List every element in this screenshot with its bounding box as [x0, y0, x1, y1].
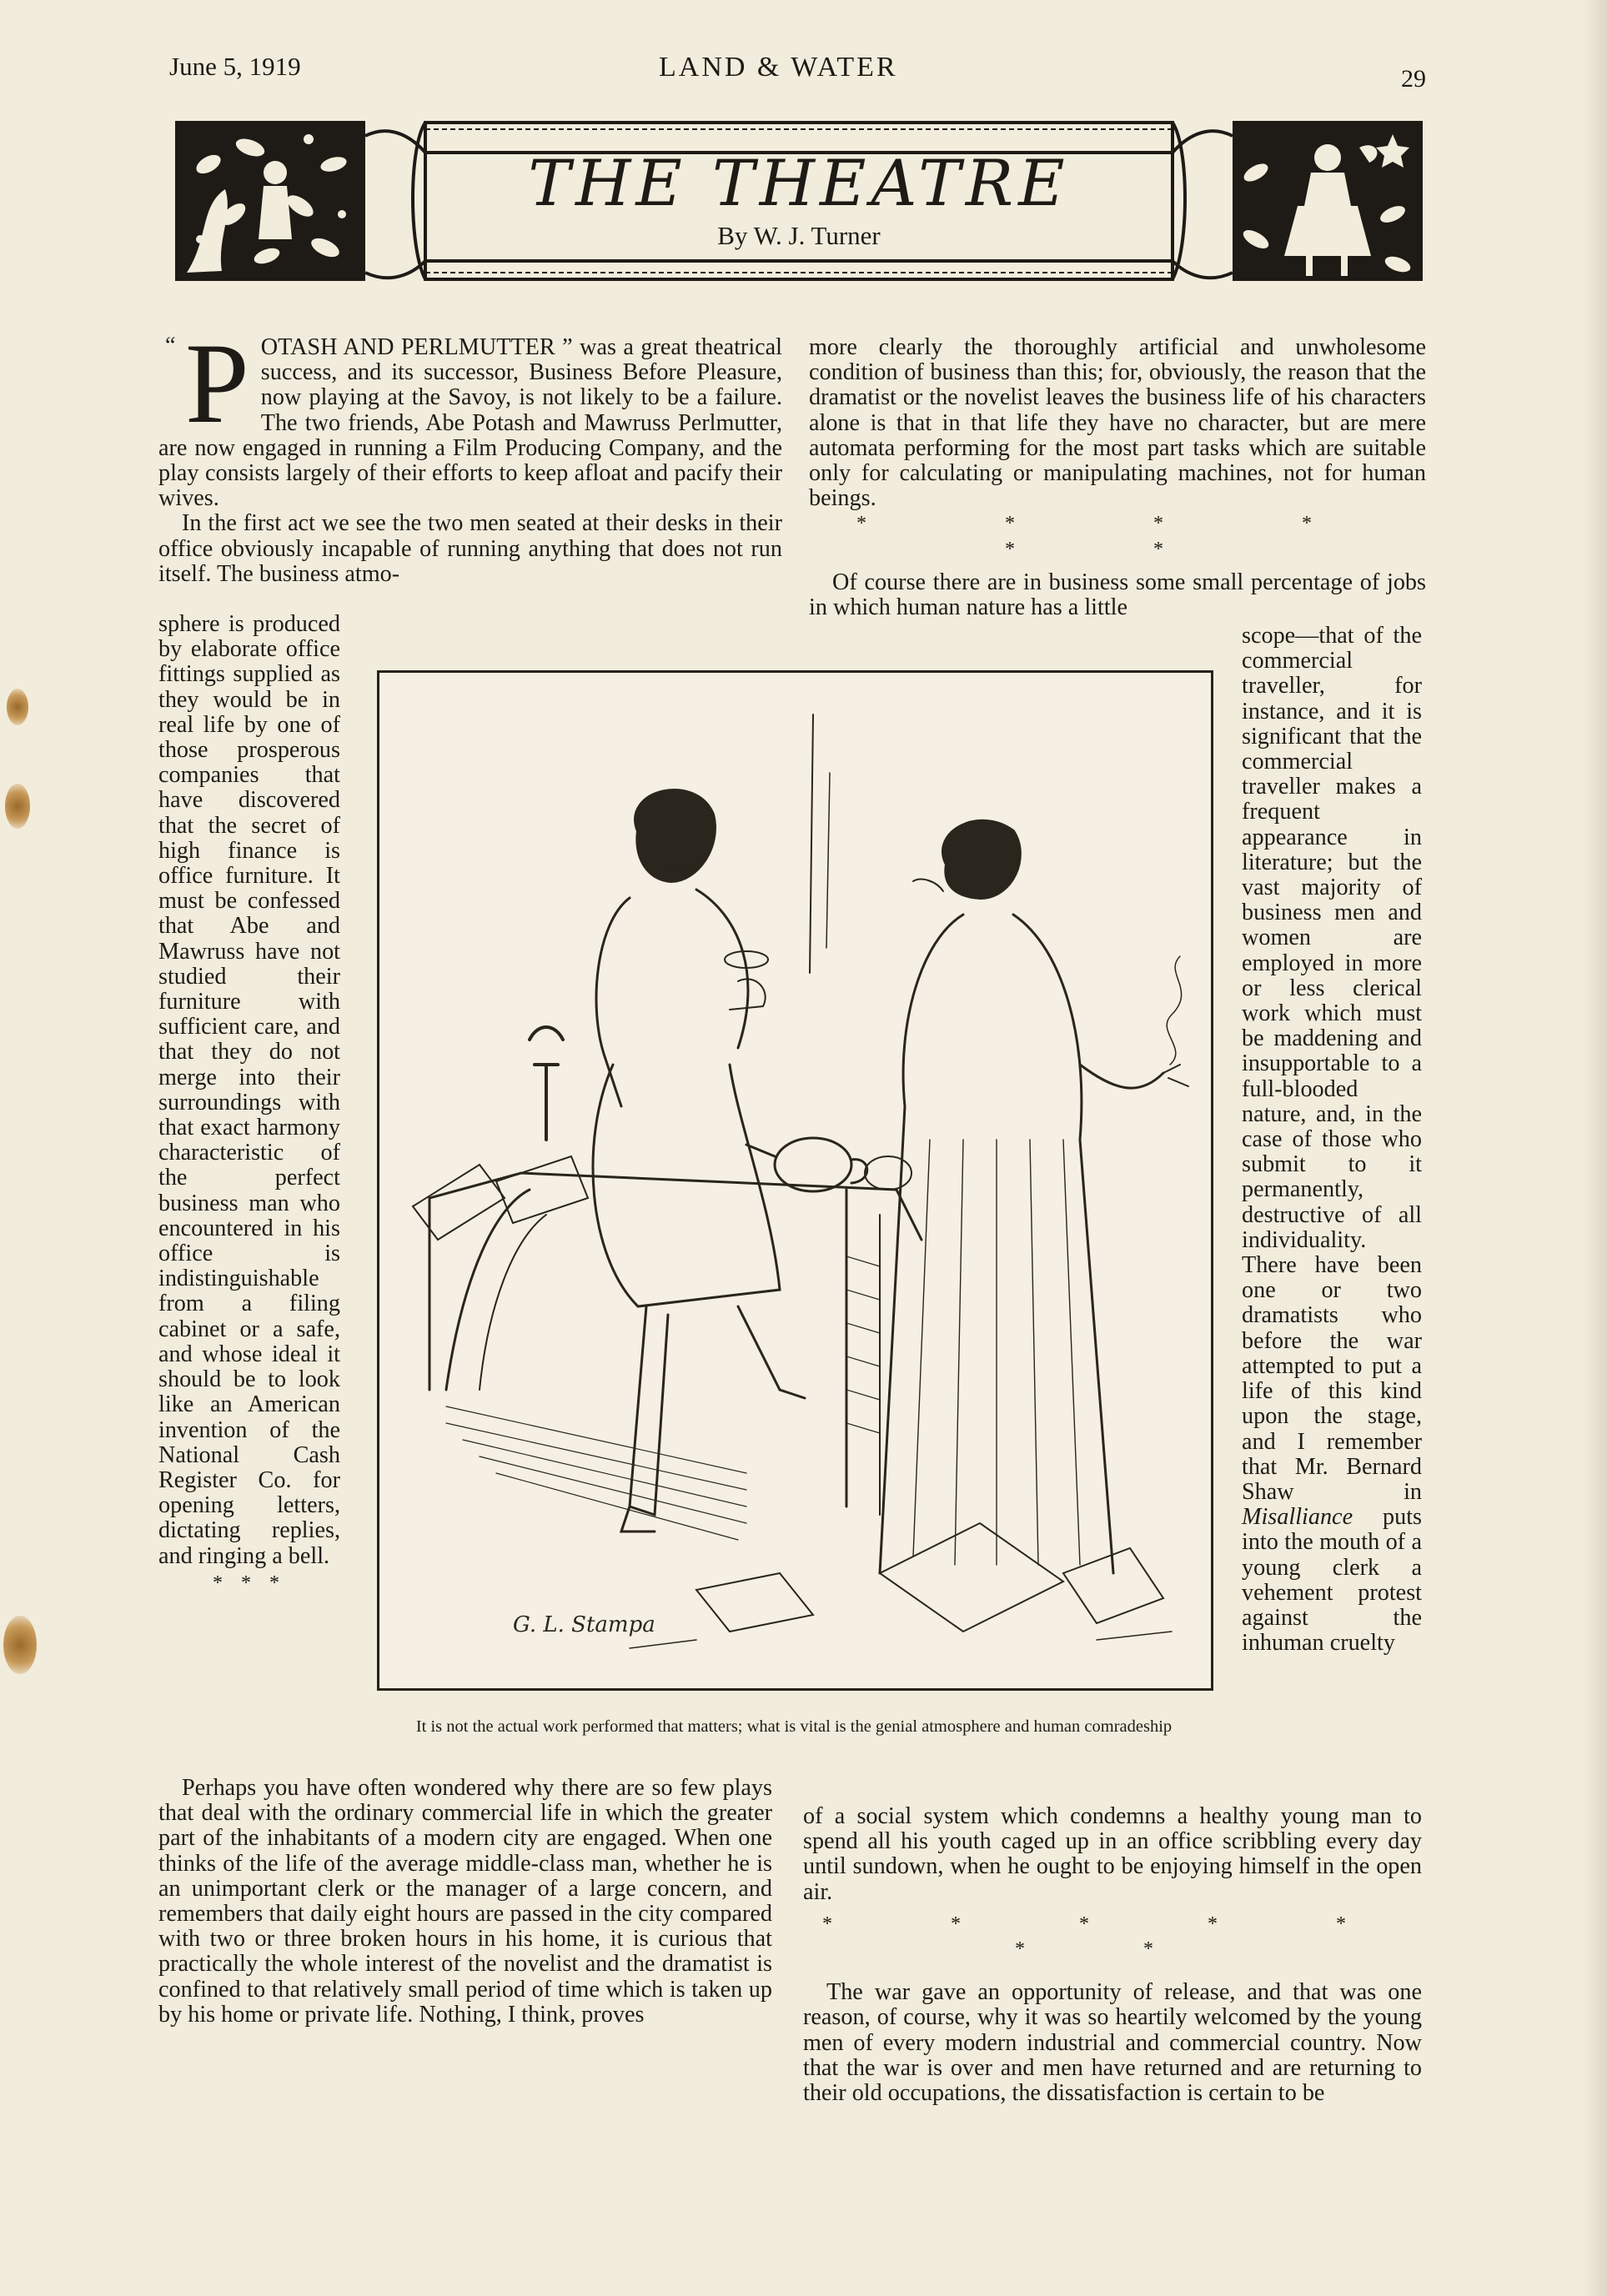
page-number: 29 — [1401, 65, 1426, 93]
paragraph-4-narrow-end: puts into the mouth of a young clerk a vehement protest against the inhuman cruelty — [1242, 1504, 1422, 1657]
open-quote: “ — [165, 333, 176, 358]
section-banner — [175, 114, 1423, 288]
artist-signature: G. L. Stampa — [513, 1612, 655, 1637]
paragraph-3: Perhaps you have often wondered why there are so few plays that deal with the ordinary commercial life in which the greater part of the inhabitants of a modern city are engaged. When one thinks of the life of the average middle-class man, whether he is an unimportant clerk or the manager of a large concern, and remembers that daily eight hours are passed in the city compared with two or three broken hours in his home, it is curious that practically the whole interest of the novelist and the dramatist is confined to that relatively small period of time which is taken up by his home or private life. Nothing, I think, proves — [158, 1775, 772, 2028]
column-2-narrow — [1242, 624, 1422, 1656]
paragraph-3-continued: more clearly the thoroughly artificial and unwholesome condition of business than this; for, obviously, the reason that the dramatist or the novelist leaves the business life of his characters alone is that in that life they have no character, but are mere automata performing for the most part tasks which are suitable only for calculating or manipulating machines, not for human beings. — [809, 334, 1426, 512]
drop-cap: P — [185, 319, 249, 447]
column-1-narrow — [158, 612, 340, 1596]
paper-stain — [5, 784, 30, 829]
issue-date: June 5, 1919 — [169, 52, 301, 81]
play-title: Misalliance — [1242, 1504, 1353, 1531]
illustration — [377, 670, 1213, 1691]
paper-stain — [3, 1616, 37, 1674]
lead-paragraph — [158, 319, 782, 587]
byline: By W. J. Turner — [717, 221, 881, 250]
section-divider: * * * * * * — [856, 513, 1379, 560]
paper-stain — [7, 689, 28, 725]
column-2-top — [809, 335, 1426, 620]
paragraph-4-bottom: of a social system which condemns a healthy young man to spend all his youth caged up in an office scribbling every day until sundown, when he ought to be enjoying himself in the open air. — [803, 1803, 1422, 1905]
section-divider: * * * — [213, 1572, 286, 1594]
paragraph-4-wide: Of course there are in business some small percentage of jobs in which human nature has a little — [809, 569, 1426, 621]
page-edge-shadow — [1582, 0, 1607, 2296]
paragraph-5: The war gave an opportunity of release, and that was one reason, of course, why it was so heartily welcomed by the young men of every modern industrial and commercial country. Now that the war is over and men have returned and are returning to their old occupations, the dissatisfaction is certain to be — [803, 1979, 1422, 2107]
column-2-bottom — [803, 1804, 1422, 2106]
paragraph-2-narrow: sphere is produced by elaborate office fittings supplied as they would be in real life by one of those prosperous companies that have discovered that the secret of high finance is office furniture. It must be confessed that Abe and Mawruss have not studied their furniture with sufficient care, and that they do not merge into their surroundings with that exact harmony characteristic of the perfect business man who encountered in his office is indistinguishable from a filing cabinet or a safe, and whose ideal it should be to look like an American invention of the National Cash Register Co. for opening letters, dictating replies, and ringing a bell. — [158, 611, 340, 1569]
section-title: THE THEATRE — [528, 146, 1070, 220]
column-1-bottom — [158, 1776, 772, 2028]
magazine-title: LAND & WATER — [659, 52, 898, 83]
section-divider: * * * * * * * — [822, 1912, 1403, 1961]
paragraph-4-narrow: scope—that of the commercial traveller, for instance, and it is significant that the commercial traveller makes a frequent appearance in literature; but the vast majority of business men and women are employed in more or less clerical work which must be maddening and insupportable to a full-blooded nature, and, in the case of those who submit to it permanently, destructive of all individuality. There have been one or two dramatists who before the war attempted to put a life of this kind upon the stage, and I remember that Mr. Bernard Shaw in — [1242, 623, 1422, 1505]
illustration-drawing — [379, 673, 1211, 1688]
paragraph-2-wide: In the first act we see the two men seated at their desks in their office obviously incapable of running anything that does not run itself. The business atmo- — [158, 510, 782, 587]
lead-text: OTASH AND PERLMUTTER ” was a great theatrical success, and its successor, Business Before Pleasure, now playing at the Savoy, is not likely to be a failure. The two friends, Abe Potash and Mawruss Perlmutter, are now engaged in running a Film Producing Company, and the play consists largely of their efforts to keep afloat and pacify their wives. — [158, 334, 782, 512]
illustration-caption: It is not the actual work performed that matters; what is vital is the genial atmosphere and human comradeship — [415, 1717, 1173, 1736]
